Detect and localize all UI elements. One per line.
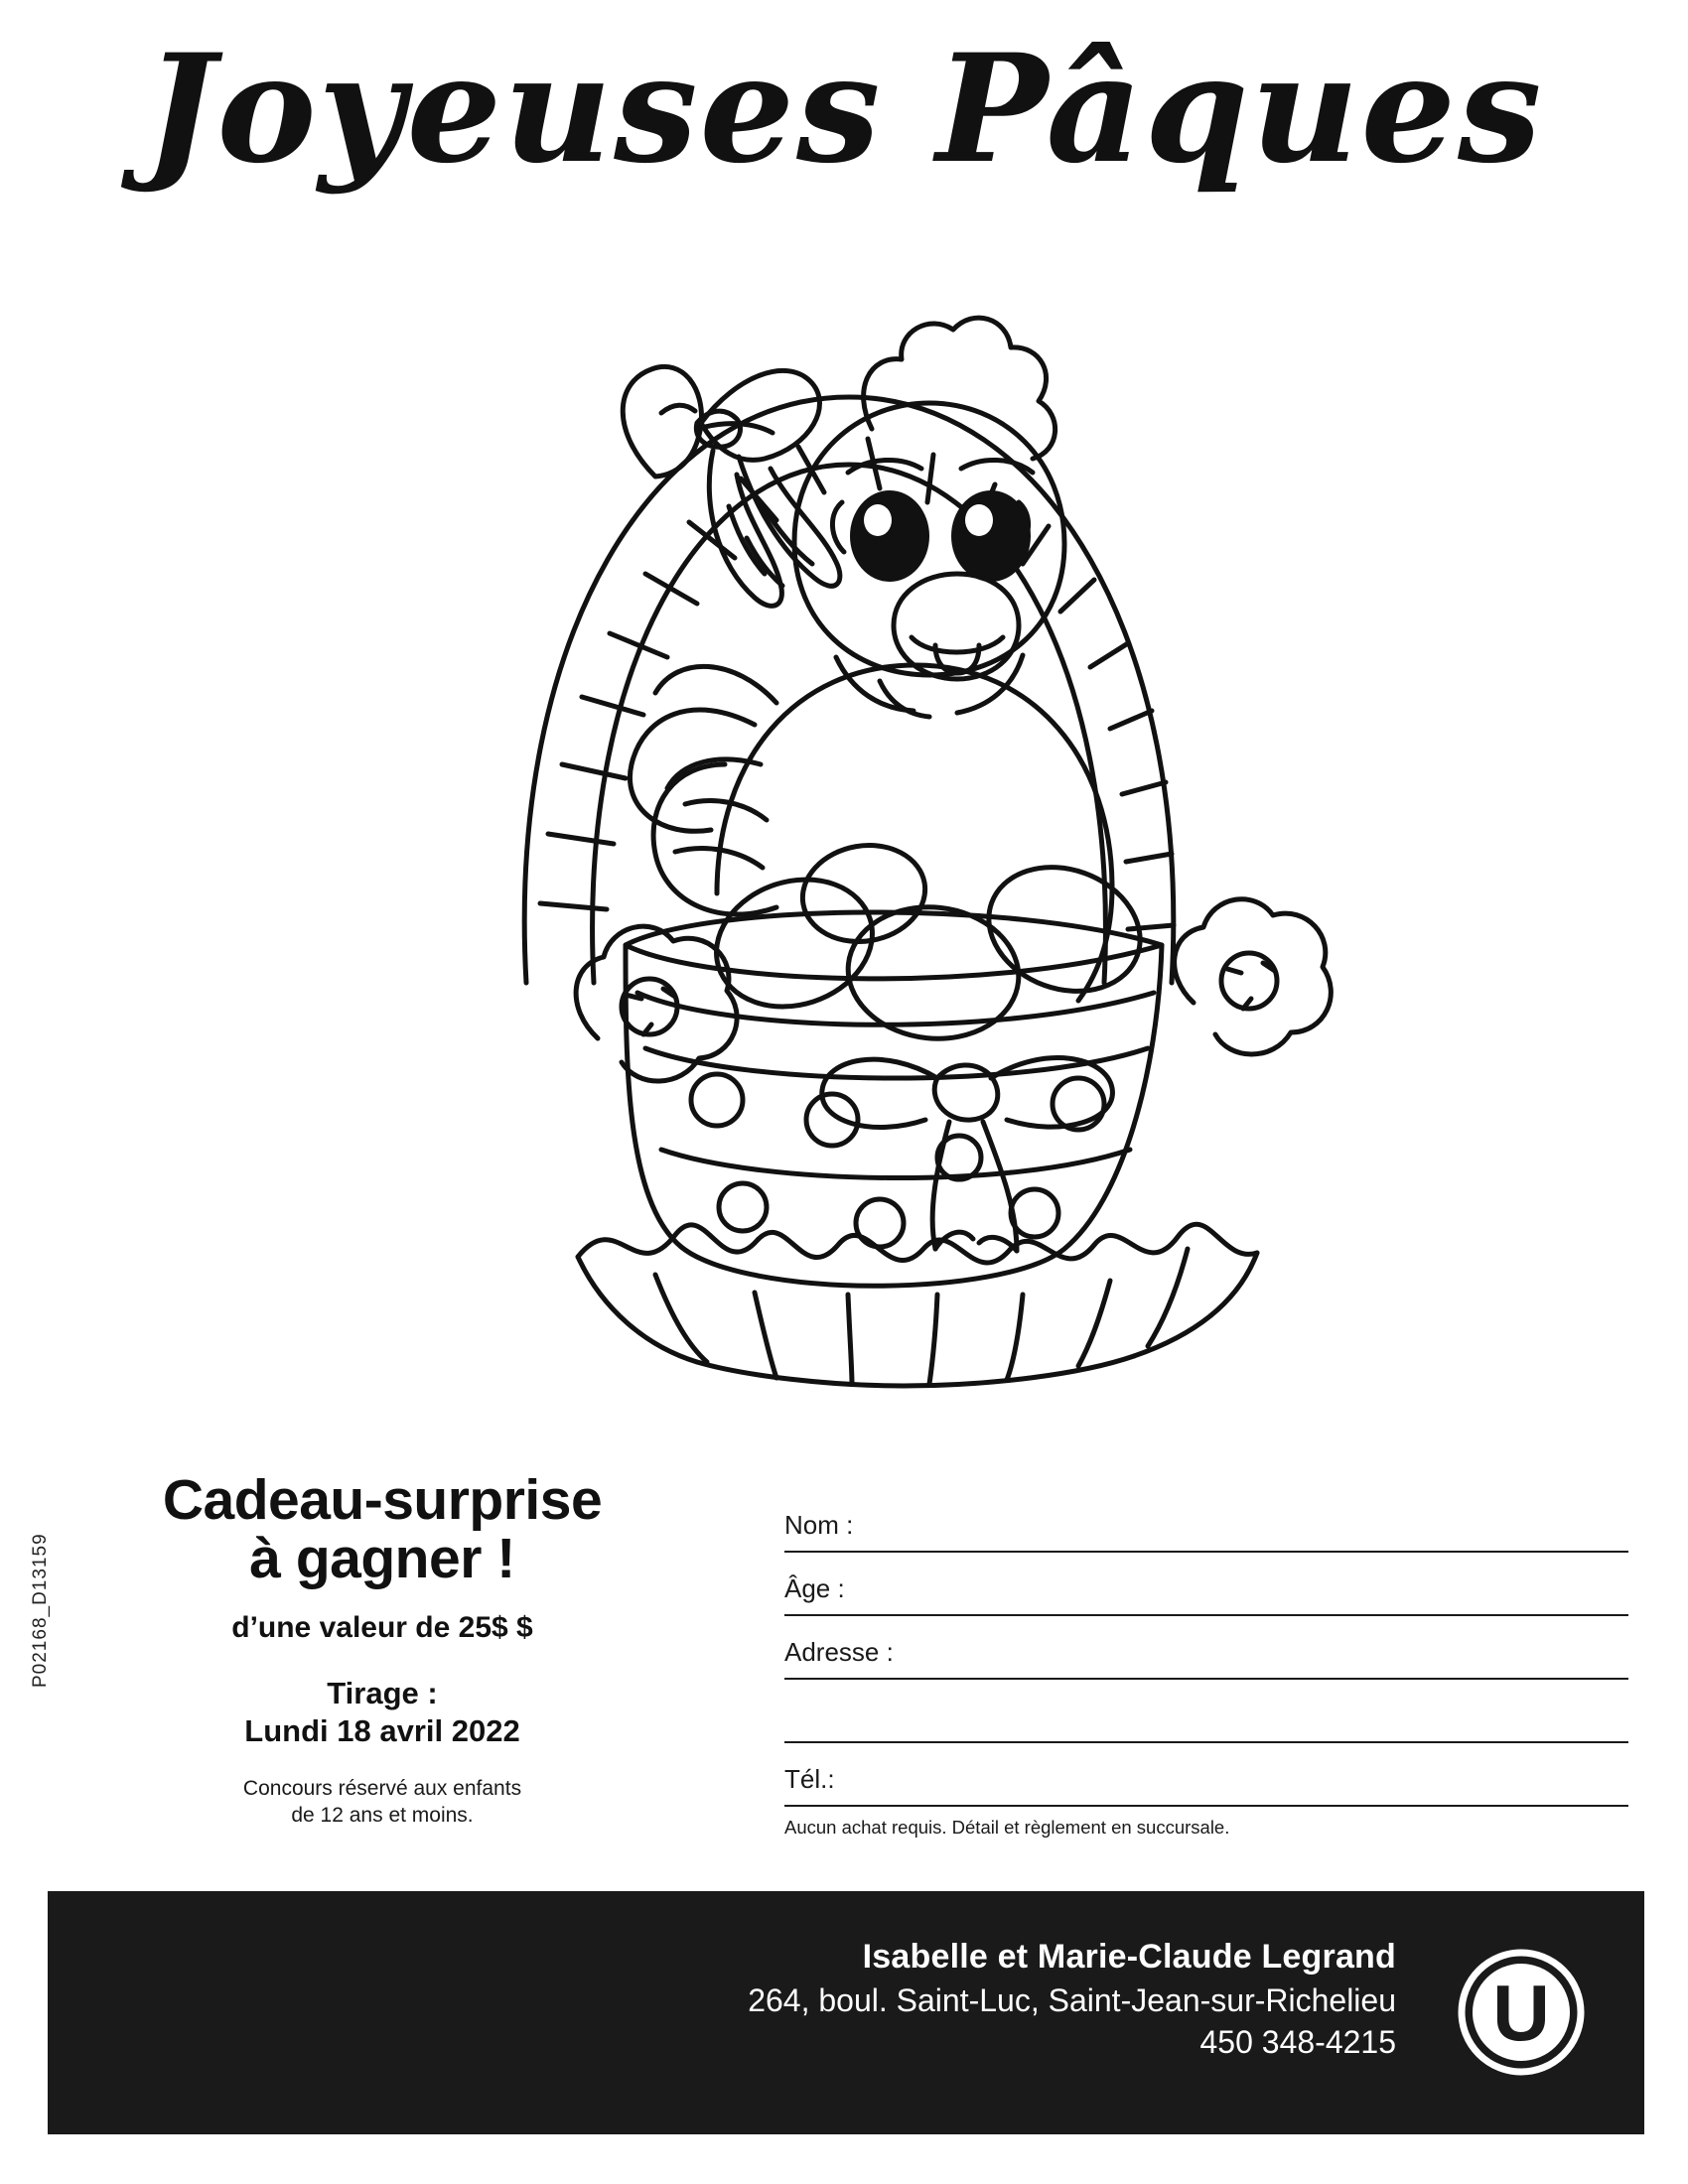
- footer-merchant-info: [748, 1935, 1396, 2063]
- form-label-nom: Nom :: [784, 1510, 854, 1540]
- promo-note-line2: de 12 ans et moins.: [291, 1804, 474, 1828]
- svg-text:U: U: [1492, 1969, 1550, 2057]
- form-field-nom[interactable]: [784, 1489, 1628, 1553]
- reference-code: P02168_D13159: [30, 1533, 51, 1688]
- contest-entry-form: [784, 1489, 1628, 1839]
- promo-headline-line2: à gagner !: [249, 1527, 515, 1591]
- form-field-tel[interactable]: [784, 1743, 1628, 1807]
- promo-draw-label: Tirage :: [327, 1675, 438, 1710]
- footer-merchant-name: Isabelle et Marie-Claude Legrand: [862, 1938, 1396, 1976]
- footer-address: 264, boul. Saint-Luc, Saint-Jean-sur-Richelieu: [748, 1981, 1396, 2018]
- form-label-age: Âge :: [784, 1573, 845, 1603]
- page-title: Joyeuses Pâques: [144, 22, 1544, 197]
- promo-draw-date: Lundi 18 avril 2022: [244, 1713, 520, 1749]
- form-field-adresse-line2[interactable]: [784, 1680, 1628, 1743]
- form-label-adresse: Adresse :: [784, 1637, 894, 1667]
- promo-headline-line1: Cadeau-surprise: [162, 1468, 603, 1532]
- prize-promo-block: [104, 1468, 660, 1830]
- metro-u-logo: [1458, 1949, 1585, 2076]
- form-field-age[interactable]: [784, 1553, 1628, 1616]
- easter-chick-in-basket-illustration: [328, 208, 1370, 1449]
- promo-note-line1: Concours réservé aux enfants: [242, 1777, 522, 1801]
- form-field-adresse[interactable]: [784, 1616, 1628, 1680]
- form-legal-note: Aucun achat requis. Détail et règlement en succursale.: [784, 1817, 1230, 1838]
- footer-phone: 450 348-4215: [1199, 2024, 1396, 2061]
- promo-value: d’une valeur de 25$ $: [231, 1610, 533, 1644]
- form-label-tel: Tél.:: [784, 1764, 835, 1794]
- footer-bar: [48, 1891, 1644, 2134]
